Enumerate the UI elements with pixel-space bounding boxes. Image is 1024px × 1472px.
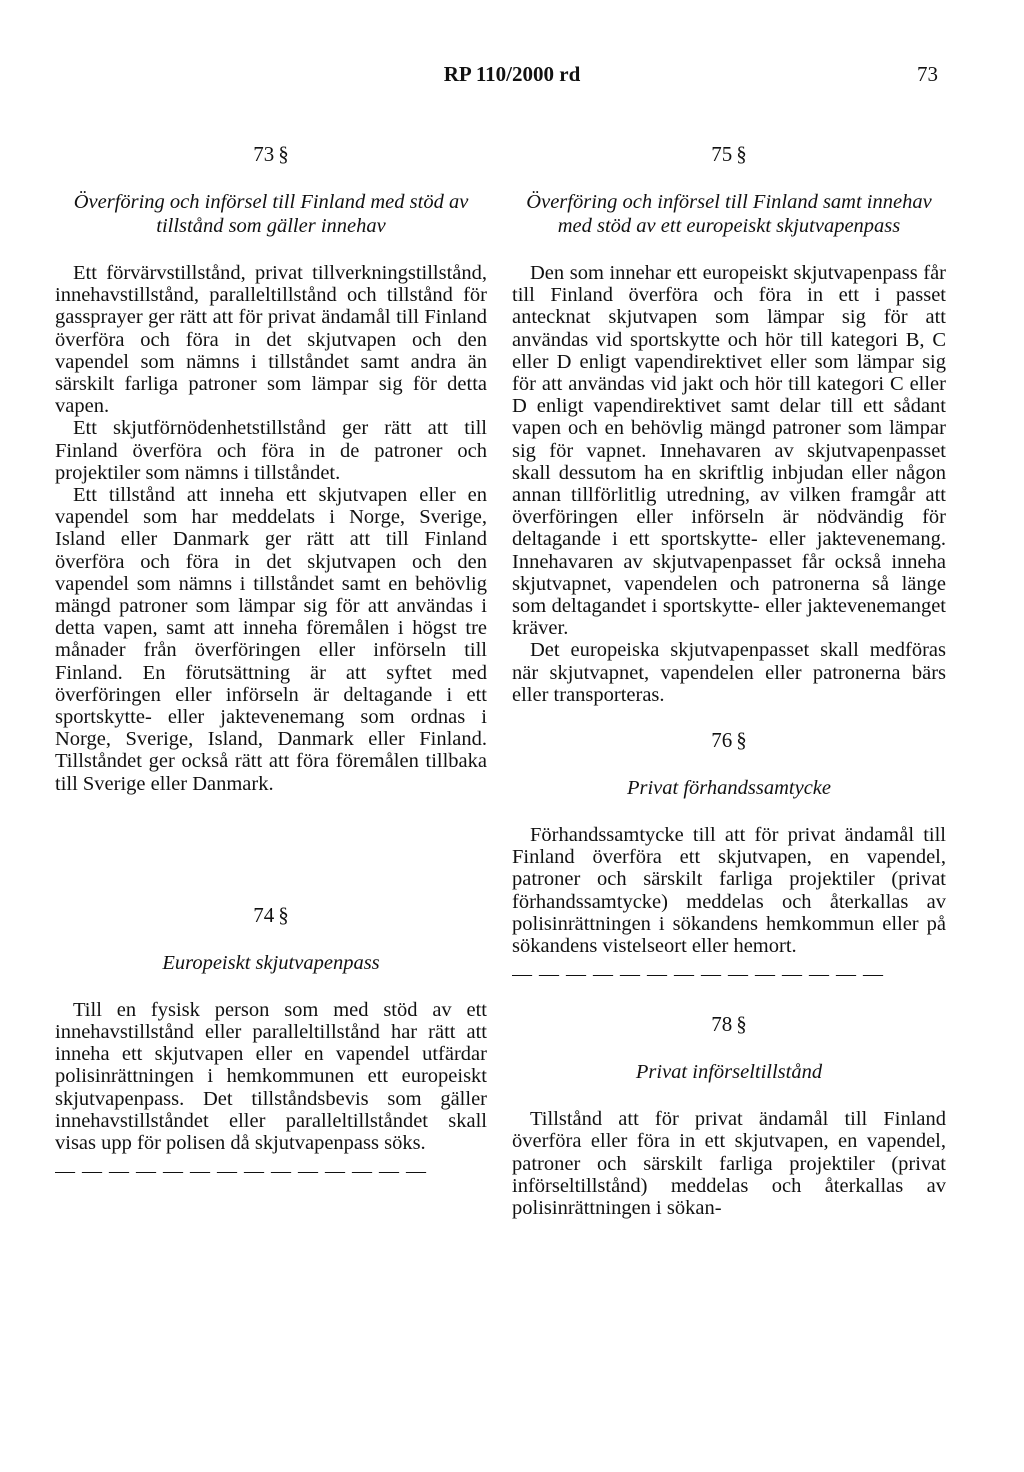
section-title: Överföring och införsel till Finland med stöd av tillstånd som gäller innehav xyxy=(73,191,469,237)
section-sign: § xyxy=(278,902,289,927)
section-number: 74 § xyxy=(253,902,289,927)
paragraph: Tillstånd att för privat ändamål till Finland överföra eller föra in ett skjutvapen, en vapendel, patroner och särskilt farliga projektiler (privat införseltillstånd) meddelas och återkallas av polisinrättningen i sökan- xyxy=(512,1108,946,1220)
section-75 xyxy=(512,140,946,706)
omission-dashes: — — — — — — — — — — — — — — xyxy=(55,1160,427,1183)
section-sign: § xyxy=(736,1012,747,1037)
section-number: 76 § xyxy=(711,728,747,753)
section-78 xyxy=(512,1010,946,1219)
page-header xyxy=(0,62,1024,96)
right-column xyxy=(512,140,946,1219)
paragraph: Ett skjutförnödenhetstillstånd ger rätt att till Finland överföra och föra in de patroner och projektiler som nämns i tillståndet. xyxy=(55,417,487,484)
section-sign: § xyxy=(736,142,747,166)
paragraph: Ett tillstånd att inneha ett skjutvapen eller en vapendel som har meddelats i Norge, Sverige, Island eller Danmark ger rätt att till Finland överföra och föra in det skjutvapen och den vapendel som nämns i tillståndet samt en behövlig mängd patroner som lämpar sig för att användas i detta vapen, samt att inneha föremålen i högst tre månader från överföringen eller införseln till Finland. En förutsättning är att syftet med överföringen eller införseln är deltagande i ett sportskytte- eller jaktevenemang som ordnas i Norge, Sverige, Island, Danmark eller Finland. Tillståndet ger också rätt att föra föremålen tillbaka till Sverige eller Danmark. xyxy=(55,484,487,795)
section-sign: § xyxy=(736,728,747,753)
paragraph: Den som innehar ett europeiskt skjutvapenpass får till Finland överföra och föra in ett i passet antecknat skjutvapen som lämpar sig för att användas vid sportskytte och hör till kategori B, C eller D enligt vapendirektivet eller som lämpar sig för att användas vid jakt och hör till kategori C eller D enligt vapendirektivet samt delar till ett sådant vapen och en behövlig mängd patroner som lämpar sig för vapnet. Innehavaren av skjutvapenpasset skall dessutom ha en skriftlig inbjudan eller någon annan tillförlitlig utredning, av vilken framgår att överföringen eller införseln är nödvändig för deltagande i ett sportskytte- eller jaktevenemang. Innehavaren av skjutvapenpasset får också inneha skjutvapnet, vapendelen och patronerna så länge som deltagandet i sportskytte- eller jaktevenemanget kräver. xyxy=(512,262,946,640)
section-73 xyxy=(55,140,487,795)
page-number: 73 xyxy=(917,62,938,86)
section-sign: § xyxy=(278,142,289,166)
paragraph: Det europeiska skjutvapenpasset skall medföras när skjutvapnet, vapendelen eller patronerna bärs eller transporteras. xyxy=(512,639,946,706)
section-title: Överföring och införsel till Finland samt innehav med stöd av ett europeiskt skjutvapenpass xyxy=(526,191,932,237)
paragraph: Förhandssamtycke till att för privat ändamål till Finland överföra ett skjutvapen, en vapendel, patroner och särskilt farliga projektiler (privat förhandssamtycke) meddelas och återkallas av polisinrättningen i sökandens hemkommun eller på sökandens vistelseort eller hemort. xyxy=(512,824,946,958)
section-76 xyxy=(512,726,946,986)
paragraph: Ett förvärvstillstånd, privat tillverkningstillstånd, innehavstillstånd, paralleltillstånd och tillstånd för gassprayer ger rätt att för privat ändamål till Finland överföra och föra in det skjutvapen och den vapendel som nämns i tillståndet samt andra än särskilt farliga patroner som lämpar sig för detta vapen. xyxy=(55,262,487,418)
section-number: 75 § xyxy=(711,142,747,166)
section-title: Europeiskt skjutvapenpass xyxy=(162,951,380,974)
omission-dashes: — — — — — — — — — — — — — — xyxy=(512,963,884,986)
section-number: 73 § xyxy=(253,142,289,166)
section-title: Privat införseltillstånd xyxy=(635,1061,823,1084)
section-number: 78 § xyxy=(711,1012,747,1037)
document-reference: RP 110/2000 rd xyxy=(443,62,581,86)
section-title: Privat förhandssamtycke xyxy=(626,777,832,800)
paragraph: Till en fysisk person som med stöd av ett innehavstillstånd eller paralleltillstånd har rätt att inneha ett skjutvapen eller en vapendel utfärdar polisinrättningen i hemkommunen ett europeiskt skjutvapenpass. Det tillståndsbevis som gäller innehavstillståndet eller paralleltillståndet skall visas upp för polisen då skjutvapenpass söks. xyxy=(55,998,487,1155)
left-column xyxy=(55,140,487,1183)
section-74 xyxy=(55,901,487,1183)
